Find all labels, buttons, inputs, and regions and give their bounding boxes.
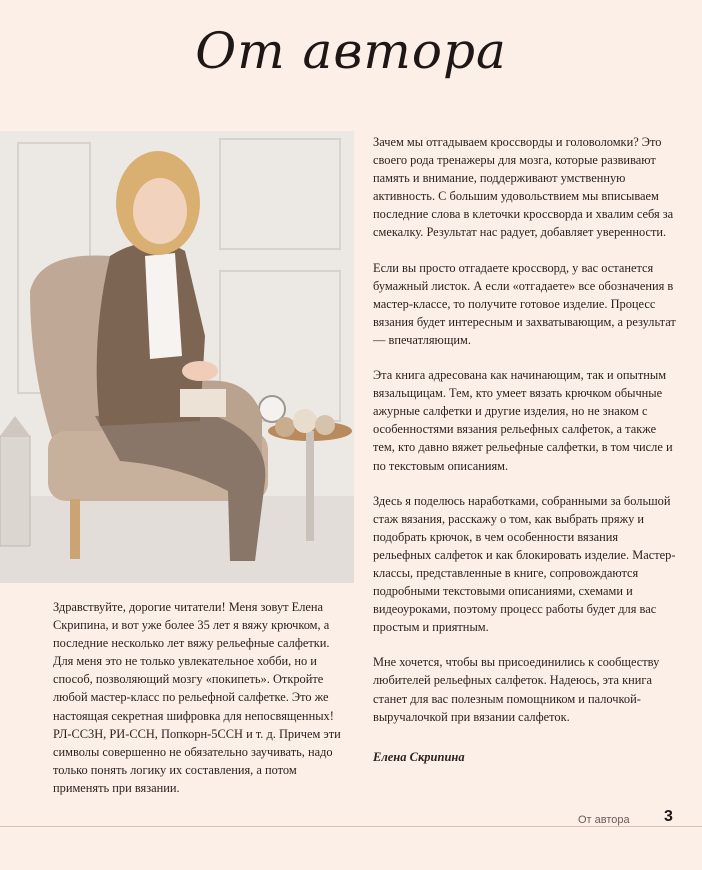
right-text-column — [373, 133, 679, 743]
lantern-decoration — [0, 416, 30, 546]
paragraph: Мне хочется, чтобы вы присоединились к сообществу любителей рельефных салфеток. Надеюсь, эта книга станет для вас полезным помощником и палочкой-выручалочкой при вязании салфеток. — [373, 655, 660, 724]
paragraph: Зачем мы отгадываем кроссворды и головоломки? Это своего рода тренажеры для мозга, которые развивают память и внимание, поддерживают умственную активность. С большим удовольствием мы вписываем последние слова в клеточки кроссворда и хвалим себя за смекалку. Результат нас радует, добавляет уверенности. — [373, 135, 674, 240]
page-number: 3 — [664, 808, 673, 825]
intro-paragraph: Здравствуйте, дорогие читатели! Меня зовут Елена Скрипина, и вот уже более 35 лет я вяжу крючком, а последние несколько лет вяжу рельефные салфетки. Для меня это не только увлекательное хобби, но и способ, позволяющий мозгу «покипеть». Откройте любой мастер-класс по рельефной салфетке. Это же настоящая секретная шифровка для непосвященных! РЛ-СС3Н, РИ-ССН, Попкорн-5ССН и т. д. Причем эти символы совершенно не обязательно заучивать, надо только понять логику их составления, а потом применять при вязании. — [53, 600, 341, 795]
author-portrait-illustration — [0, 131, 354, 583]
page-title: От автора — [195, 22, 507, 80]
author-signature: Елена Скрипина — [373, 750, 465, 764]
paragraph: Эта книга адресована как начинающим, так и опытным вязальщицам. Тем, кто умеет вязать крючком обычные ажурные салфетки и другие изделия, но не знаком с особенностями вязания рельефных салфеток, а также тем, кто давно вяжет рельефные салфетки, в том числе и по текстовым описаниям. — [373, 368, 673, 473]
left-text-column — [53, 598, 345, 797]
footer-rule — [0, 826, 702, 827]
footer-section-title: От автора — [578, 814, 630, 826]
paragraph: Если вы просто отгадаете кроссворд, у вас останется бумажный листок. А если «отгадаете» все обозначения в мастер-классе, то получите готовое изделие. Процесс вязания будет интересным и захватывающим, а результат — впечатляющим. — [373, 260, 676, 347]
author-photo — [0, 131, 354, 583]
paragraph: Здесь я поделюсь наработками, собранными за большой стаж вязания, расскажу о том, как выбрать пряжу и подобрать крючок, в чем особенности вязания рельефных салфеток и как блокировать изделие. Мастер-классы, представленные в книге, сопровождаются подробными текстовыми описаниями, схемами и видеоуроками, поэтому процесс работы будет для вас простым и приятным. — [373, 493, 676, 635]
